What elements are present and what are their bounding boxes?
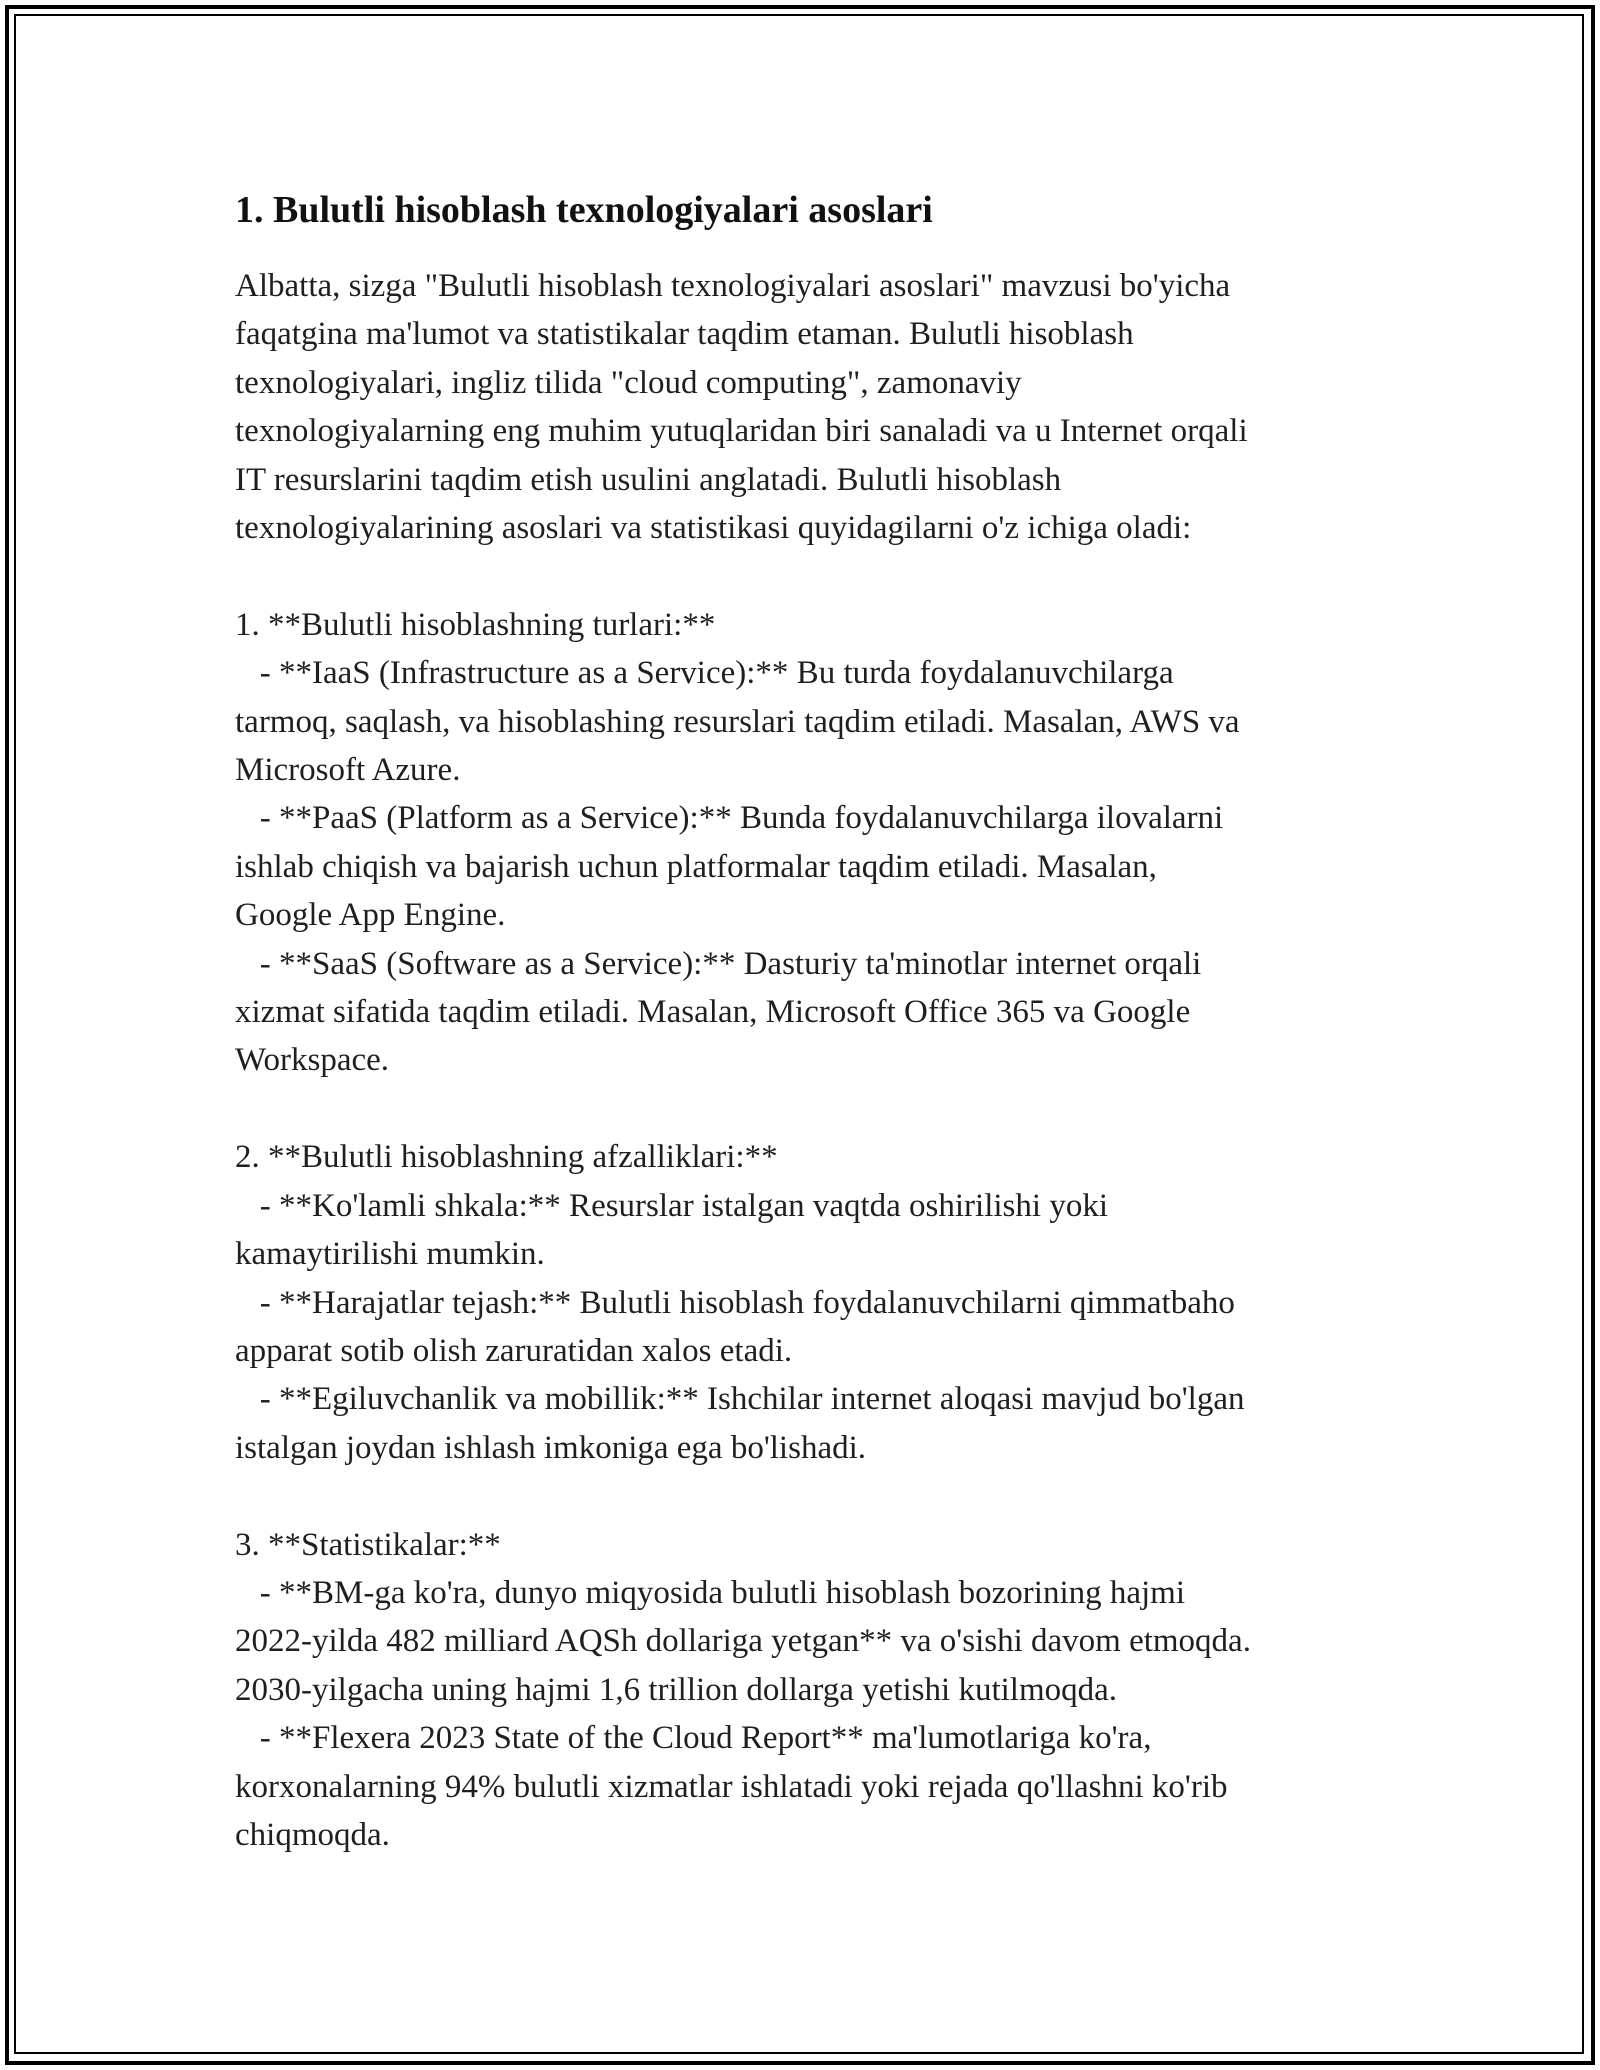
text-line: texnologiyalari, ingliz tilida "cloud computing", zamonaviy xyxy=(235,364,1022,401)
text-line: ishlab chiqish va bajarish uchun platformalar taqdim etiladi. Masalan, xyxy=(235,848,1157,885)
blank-line xyxy=(235,552,1385,600)
text-line: - **Flexera 2023 State of the Cloud Report** ma'lumotlariga ko'ra, xyxy=(235,1720,1152,1757)
text-line: Workspace. xyxy=(235,1042,390,1079)
text-line: - **IaaS (Infrastructure as a Service):** Bu turda foydalanuvchilarga xyxy=(235,655,1174,692)
text-line: apparat sotib olish zaruratidan xalos etadi. xyxy=(235,1332,793,1369)
text-line: - **SaaS (Software as a Service):** Dasturiy ta'minotlar internet orqali xyxy=(235,945,1202,982)
blank-line xyxy=(235,1085,1385,1133)
document-text xyxy=(235,262,1385,1859)
text-line: Google App Engine. xyxy=(235,897,506,934)
document-body xyxy=(235,186,1385,1859)
text-line: 3. **Statistikalar:** xyxy=(235,1526,501,1563)
text-line: texnologiyalarining asoslari va statistikasi quyidagilarni o'z ichiga oladi: xyxy=(235,510,1192,547)
text-line: tarmoq, saqlash, va hisoblashing resurslari taqdim etiladi. Masalan, AWS va xyxy=(235,703,1240,740)
document-title: 1. Bulutli hisoblash texnologiyalari asoslari xyxy=(235,189,933,231)
text-line: Microsoft Azure. xyxy=(235,752,461,789)
text-line: chiqmoqda. xyxy=(235,1816,390,1853)
text-line: 2. **Bulutli hisoblashning afzalliklari:** xyxy=(235,1139,778,1176)
text-line: kamaytirilishi mumkin. xyxy=(235,1236,545,1273)
text-line: - **PaaS (Platform as a Service):** Bunda foydalanuvchilarga ilovalarni xyxy=(235,800,1224,837)
text-line: Albatta, sizga "Bulutli hisoblash texnologiyalari asoslari" mavzusi bo'yicha xyxy=(235,268,1231,304)
blank-line xyxy=(235,1472,1385,1520)
text-line: istalgan joydan ishlash imkoniga ega bo'lishadi. xyxy=(235,1429,867,1466)
text-line: xizmat sifatida taqdim etiladi. Masalan, Microsoft Office 365 va Google xyxy=(235,994,1191,1031)
text-line: 2022-yilda 482 milliard AQSh dollariga yetgan** va o'sishi davom etmoqda. xyxy=(235,1623,1251,1660)
text-line: korxonalarning 94% bulutli xizmatlar ishlatadi yoki rejada qo'llashni ko'rib xyxy=(235,1768,1228,1805)
text-line: 2030-yilgacha uning hajmi 1,6 trillion dollarga yetishi kutilmoqda. xyxy=(235,1671,1118,1708)
text-line: - **BM-ga ko'ra, dunyo miqyosida bulutli hisoblash bozorining hajmi xyxy=(235,1574,1186,1611)
text-line: texnologiyalarning eng muhim yutuqlaridan biri sanaladi va u Internet orqali xyxy=(235,413,1248,450)
text-line: - **Ko'lamli shkala:** Resurslar istalgan vaqtda oshirilishi yoki xyxy=(235,1187,1108,1224)
text-line: 1. **Bulutli hisoblashning turlari:** xyxy=(235,606,716,643)
text-line: faqatgina ma'lumot va statistikalar taqdim etaman. Bulutli hisoblash xyxy=(235,316,1134,353)
text-line: - **Harajatlar tejash:** Bulutli hisoblash foydalanuvchilarni qimmatbaho xyxy=(235,1284,1235,1321)
text-line: - **Egiluvchanlik va mobillik:** Ishchilar internet aloqasi mavjud bo'lgan xyxy=(235,1381,1245,1418)
text-line: IT resurslarini taqdim etish usulini anglatadi. Bulutli hisoblash xyxy=(235,461,1062,498)
